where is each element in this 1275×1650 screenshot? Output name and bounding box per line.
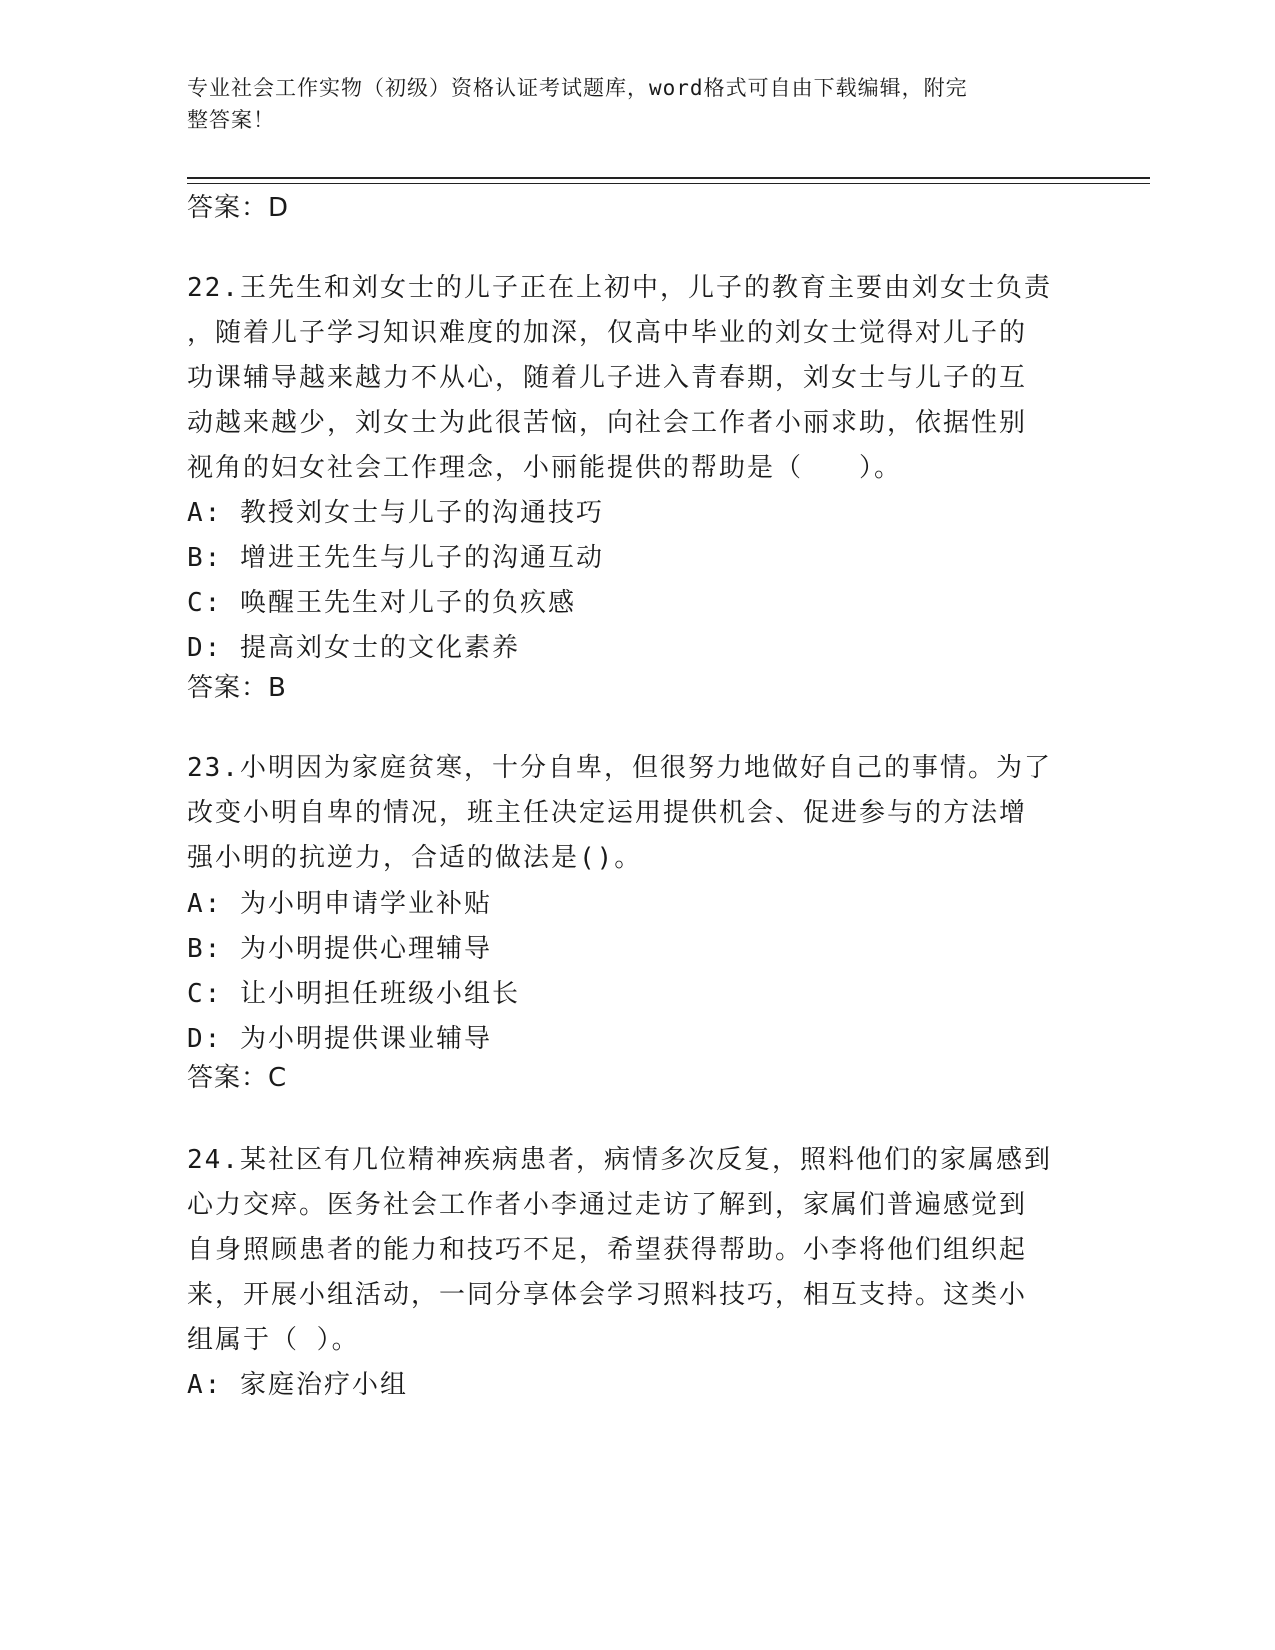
- header-line-2: 整答案！: [187, 108, 275, 132]
- question-24: [187, 1138, 1067, 1363]
- question-23: [187, 746, 1067, 881]
- question-23-line: 改变小明自卑的情况，班主任决定运用提供机会、促进参与的方法增: [187, 798, 1028, 828]
- header-rule-thick: [187, 177, 1150, 179]
- question-23-line: 23.小明因为家庭贫寒，十分自卑，但很努力地做好自己的事情。为了: [187, 753, 1052, 783]
- question-24-line: 来，开展小组活动，一同分享体会学习照料技巧，相互支持。这类小: [187, 1280, 1028, 1310]
- option-d: D: 为小明提供课业辅导: [187, 1024, 492, 1054]
- answer-23: 答案：C: [187, 1063, 288, 1093]
- answer-previous: 答案：D: [187, 193, 290, 223]
- question-24-line: 组属于（ ）。: [187, 1325, 360, 1355]
- header-rule-thin: [187, 183, 1150, 184]
- option-c: C: 让小明担任班级小组长: [187, 979, 520, 1009]
- question-22-line: 动越来越少，刘女士为此很苦恼，向社会工作者小丽求助，依据性别: [187, 408, 1028, 438]
- option-b: B: 为小明提供心理辅导: [187, 934, 492, 964]
- question-24-line: 心力交瘁。医务社会工作者小李通过走访了解到，家属们普遍感觉到: [187, 1190, 1028, 1220]
- option-b: B: 增进王先生与儿子的沟通互动: [187, 543, 604, 573]
- question-22: [187, 266, 1067, 491]
- page-header: [187, 72, 1067, 136]
- option-a: A: 家庭治疗小组: [187, 1370, 408, 1400]
- question-22-line: 视角的妇女社会工作理念，小丽能提供的帮助是（ ）。: [187, 453, 903, 483]
- question-22-options: [187, 491, 604, 671]
- question-22-line: ，随着儿子学习知识难度的加深，仅高中毕业的刘女士觉得对儿子的: [187, 318, 1028, 348]
- option-d: D: 提高刘女士的文化素养: [187, 633, 520, 663]
- option-a: A: 为小明申请学业补贴: [187, 889, 492, 919]
- option-c: C: 唤醒王先生对儿子的负疚感: [187, 588, 576, 618]
- question-23-options: [187, 882, 520, 1062]
- question-22-line: 功课辅导越来越力不从心，随着儿子进入青春期，刘女士与儿子的互: [187, 363, 1028, 393]
- option-a: A: 教授刘女士与儿子的沟通技巧: [187, 498, 604, 528]
- question-24-line: 24.某社区有几位精神疾病患者，病情多次反复，照料他们的家属感到: [187, 1145, 1052, 1175]
- answer-22: 答案：B: [187, 673, 287, 703]
- question-23-line: 强小明的抗逆力，合适的做法是()。: [187, 843, 643, 873]
- question-24-options: [187, 1363, 408, 1408]
- question-24-line: 自身照顾患者的能力和技巧不足，希望获得帮助。小李将他们组织起: [187, 1235, 1028, 1265]
- question-22-line: 22.王先生和刘女士的儿子正在上初中，儿子的教育主要由刘女士负责: [187, 273, 1052, 303]
- header-line-1: 专业社会工作实物（初级）资格认证考试题库，word格式可自由下载编辑，附完: [187, 76, 968, 100]
